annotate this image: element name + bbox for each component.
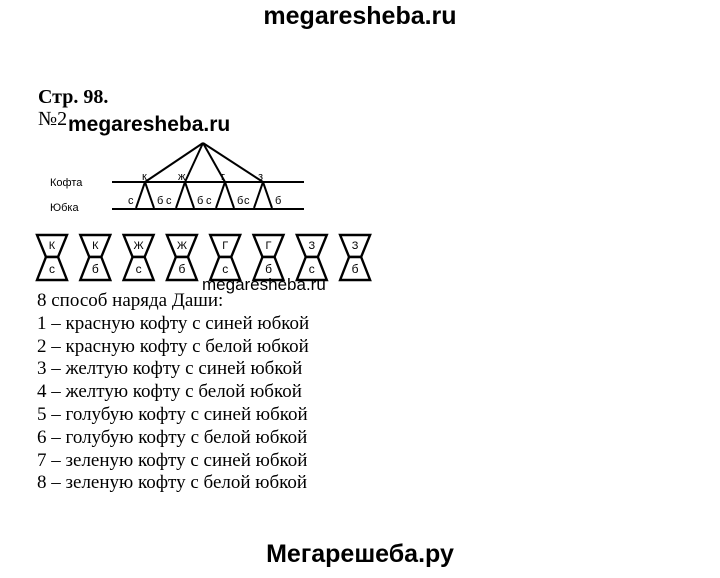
tree-skirt-letter: с [206, 195, 212, 207]
tree-skirt-letter: б [197, 195, 204, 207]
row-label-skirt: Юбка [50, 202, 79, 214]
answer-line: 5 – голубую кофту с синей юбкой [37, 403, 308, 425]
outfit-figure [80, 235, 110, 280]
page-reference: Стр. 98. [38, 86, 109, 108]
answer-line: 1 – красную кофту с синей юбкой [37, 312, 310, 334]
tree-skirt-letter: с [244, 195, 250, 207]
tree-skirt-letter: с [166, 195, 172, 207]
figure-top-letter: Г [265, 240, 272, 252]
tree-skirt-letter: б [157, 195, 164, 207]
tree-top-letter: г [221, 171, 226, 183]
figure-top-letter: К [48, 240, 56, 252]
answer-line: 6 – голубую кофту с белой юбкой [37, 426, 308, 448]
watermark-top: megaresheba.ru [263, 2, 457, 30]
tree-branches [145, 143, 263, 182]
figure-top-letter: Ж [133, 240, 144, 252]
outfit-figure [297, 235, 327, 280]
figure-skirt-letter: б [91, 262, 99, 276]
tree-skirt-letter: с [128, 195, 134, 207]
answer-line: 8 – зеленую кофту с белой юбкой [37, 472, 308, 494]
outfit-figures [37, 235, 370, 280]
outfit-figure [340, 235, 370, 280]
watermark-small: megaresheba.ru [202, 275, 326, 294]
figure-skirt-letter: б [178, 262, 186, 276]
figure-top-letter: Г [222, 240, 229, 252]
figure-top-letter: Ж [176, 240, 187, 252]
answer-line: 2 – красную кофту с белой юбкой [37, 335, 309, 357]
answer-heading: 8 способ наряда Даши: [37, 290, 224, 311]
figure-skirt-letter: с [222, 262, 229, 276]
answer-line: 4 – желтую кофту с белой юбкой [37, 381, 302, 403]
figure-top-letter: К [92, 240, 99, 252]
figure-top-letter: З [308, 240, 316, 252]
outfit-figure [167, 235, 197, 280]
tree-top-letter: ж [178, 171, 186, 183]
task-number: №2 [38, 108, 68, 130]
tree-skirt-letter: б [237, 195, 244, 207]
answer-line: 3 – желтую кофту с синей юбкой [37, 358, 303, 380]
row-label-top: Кофта [50, 177, 83, 189]
outfit-figure [254, 235, 284, 280]
outfit-figure [37, 235, 67, 280]
outfit-figure [210, 235, 240, 280]
watermark-bottom: Мегарешеба.ру [266, 540, 454, 568]
tree-top-letter: з [258, 171, 264, 183]
figure-top-letter: З [351, 240, 359, 252]
watermark-inline: megaresheba.ru [68, 113, 231, 136]
figure-skirt-letter: б [265, 262, 272, 276]
outfit-figure [124, 235, 154, 280]
figure-skirt-letter: с [135, 262, 142, 276]
answer-block [37, 290, 309, 495]
figure-skirt-letter: б [351, 262, 359, 276]
figure-skirt-letter: с [308, 262, 315, 276]
answer-line: 7 – зеленую кофту с синей юбкой [37, 449, 308, 471]
tree-top-letter: к [142, 171, 147, 183]
figure-skirt-letter: с [49, 262, 55, 276]
tree-skirt-letter: б [275, 195, 282, 207]
